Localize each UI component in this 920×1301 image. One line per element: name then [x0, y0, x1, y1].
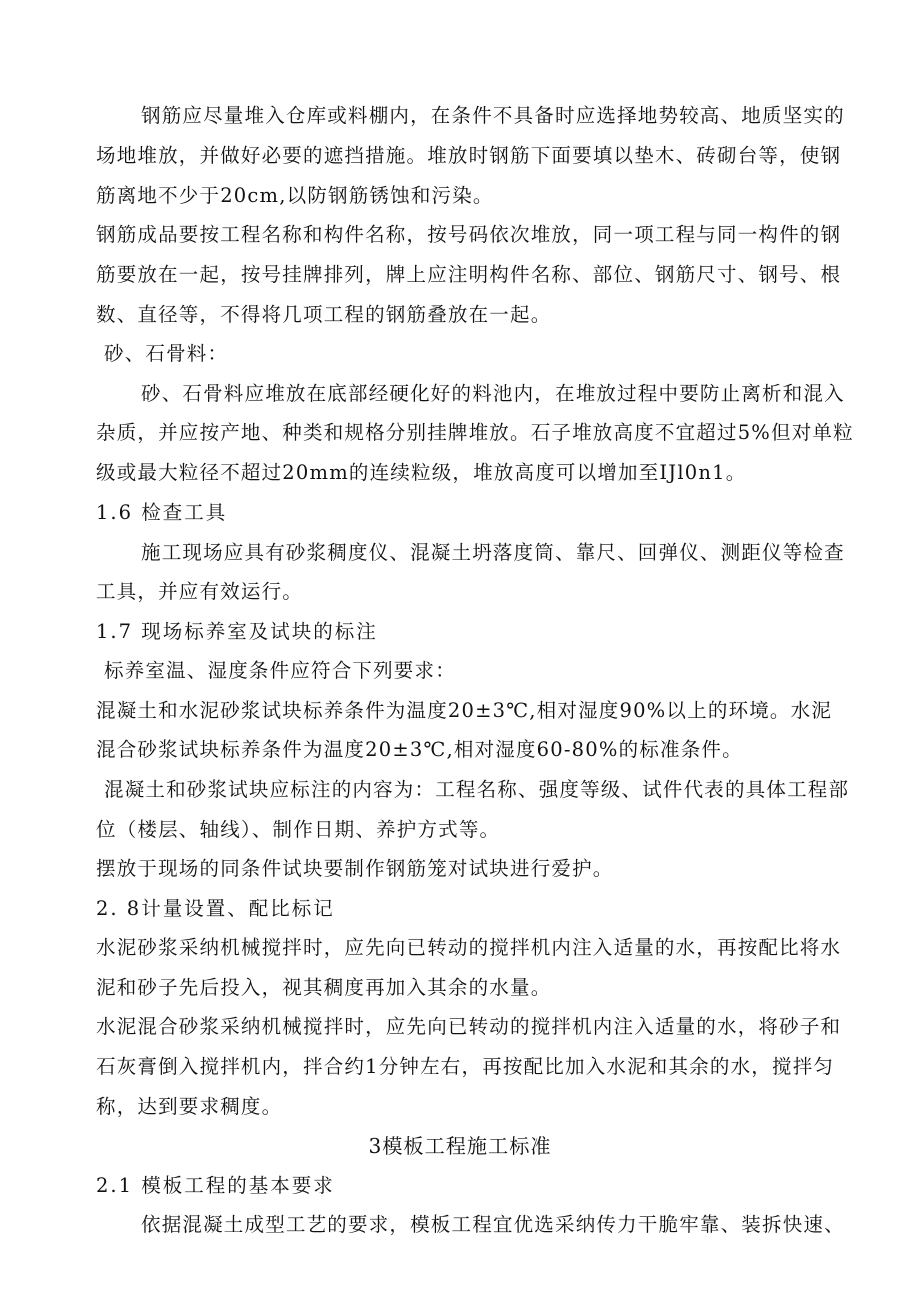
paragraph-line: 钢筋应尽量堆入仓库或料棚内，在条件不具备时应选择地势较高、地质坚实的 [141, 104, 845, 127]
subheading-line: 砂、石骨料： [104, 342, 229, 365]
paragraph-line: 场地堆放，并做好必要的遮挡措施。堆放时钢筋下面要填以垫木、砖砌台等，使钢 [96, 144, 842, 167]
paragraph-line: 摆放于现场的同条件试块要制作钢筋笼对试块进行爱护。 [96, 857, 614, 880]
paragraph-line: 标养室温、湿度条件应符合下列要求： [104, 659, 456, 682]
section-heading: 2.1 模板工程的基本要求 [96, 1174, 335, 1197]
paragraph-line: 混凝土和砂浆试块应标注的内容为：工程名称、强度等级、试件代表的具体工程部 [104, 778, 850, 801]
paragraph-line: 工具，并应有效运行。 [96, 580, 304, 603]
section-heading: 1.7 现场标养室及试块的标注 [96, 620, 378, 643]
paragraph-line: 筋要放在一起，按号挂牌排列，牌上应注明构件名称、部位、钢筋尺寸、钢号、根 [96, 263, 842, 286]
paragraph-line: 位（楼层、轴线）、制作日期、养护方式等。 [96, 818, 501, 841]
paragraph-line: 砂、石骨料应堆放在底部经硬化好的料池内，在堆放过程中要防止离析和混入 [141, 382, 845, 405]
paragraph-line: 水泥砂浆采纳机械搅拌时，应先向已转动的搅拌机内注入适量的水，再按配比将水 [96, 936, 842, 959]
paragraph-line: 数、直径等，不得将几项工程的钢筋叠放在一起。 [96, 303, 552, 326]
paragraph-line: 水泥混合砂浆采纳机械搅拌时，应先向已转动的搅拌机内注入适量的水，将砂子和 [96, 1015, 842, 1038]
paragraph-line: 混凝土和水泥砂浆试块标养条件为温度20±3℃,相对湿度90%以上的环境。水泥 [96, 699, 833, 722]
chapter-title: 3模板工程施工标准 [368, 1134, 552, 1158]
section-heading: 2. 8计量设置、配比标记 [96, 897, 335, 920]
paragraph-line: 称，达到要求稠度。 [96, 1095, 283, 1118]
paragraph-line: 石灰膏倒入搅拌机内，拌合约1分钟左右，再按配比加入水泥和其余的水，搅拌匀 [96, 1055, 835, 1078]
paragraph-line: 级或最大粒径不超过20mm的连续粒级，堆放高度可以增加至IJl0n1。 [96, 461, 747, 484]
section-heading: 1.6 检查工具 [96, 501, 228, 524]
paragraph-line: 施工现场应具有砂浆稠度仪、混凝土坍落度筒、靠尺、回弹仪、测距仪等检查 [141, 541, 845, 564]
paragraph-line: 杂质，并应按产地、种类和规格分别挂牌堆放。石子堆放高度不宜超过5%但对单粒 [96, 421, 854, 444]
paragraph-line: 依据混凝土成型工艺的要求，模板工程宜优选采纳传力干脆牢靠、装拆快速、 [141, 1213, 845, 1236]
paragraph-line: 钢筋成品要按工程名称和构件名称，按号码依次堆放，同一项工程与同一构件的钢 [96, 223, 842, 246]
paragraph-line: 泥和砂子先后投入，视其稠度再加入其余的水量。 [96, 976, 552, 999]
paragraph-line: 筋离地不少于20cm,以防钢筋锈蚀和污染。 [96, 184, 494, 207]
paragraph-line: 混合砂浆试块标养条件为温度20±3℃,相对湿度60-80%的标准条件。 [96, 738, 743, 761]
